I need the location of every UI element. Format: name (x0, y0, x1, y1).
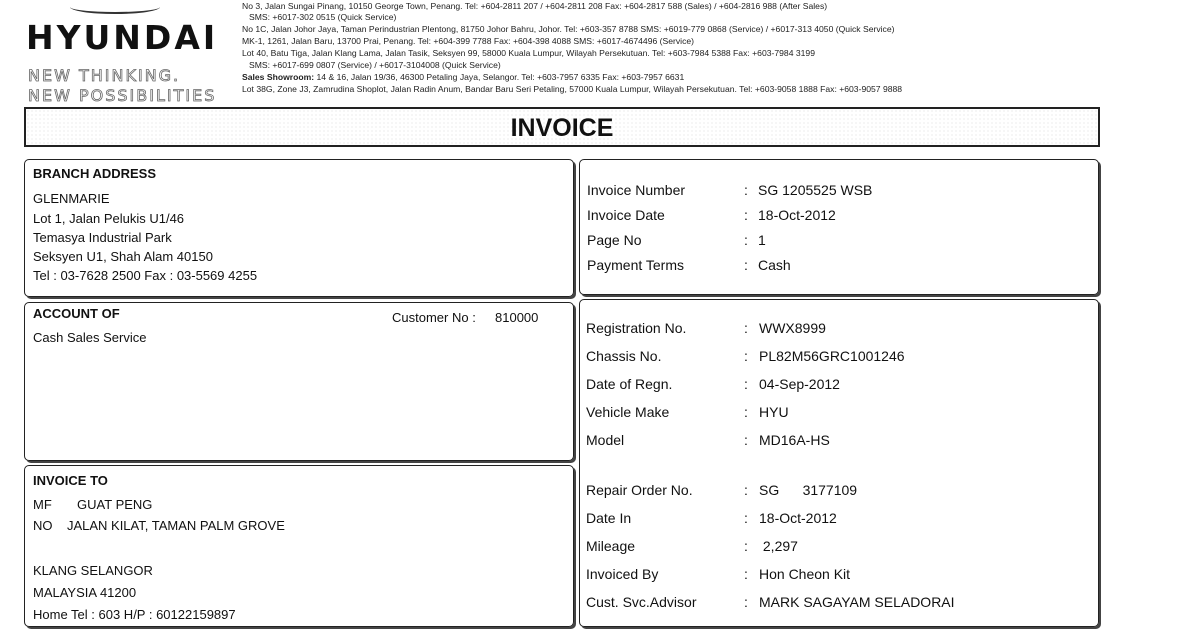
showroom-label: Sales Showroom: (242, 72, 315, 82)
separator: : (744, 376, 748, 392)
branch-line: Temasya Industrial Park (33, 230, 172, 245)
separator: : (744, 538, 748, 554)
cust-svc-advisor-label: Cust. Svc.Advisor (586, 594, 697, 610)
separator: : (744, 594, 748, 610)
separator: : (744, 482, 748, 498)
model-label: Model (586, 432, 625, 448)
model-value: MD16A-HS (759, 432, 830, 448)
page-no-label: Page No (587, 232, 642, 248)
address-line: No 1C, Jalan Johor Jaya, Taman Perindustrian Plentong, 81750 Johor Bahru, Johor. Tel: +603-357 8788 SMS: +6019-779 0868 (Service) / +6017-313 4050 (Quick Service) (242, 24, 895, 34)
address-line: No 3, Jalan Sungai Pinang, 10150 George Town, Penang. Tel: +604-2811 207 / +604-2811 208 Fax: +604-2817 588 (Sales) / +604-2816 988 (After Sales) (242, 1, 828, 11)
separator: : (744, 404, 748, 420)
branch-line: Seksyen U1, Shah Alam 40150 (33, 249, 213, 264)
logo-arc (70, 0, 160, 14)
address-line-showroom (242, 72, 684, 83)
branch-line: GLENMARIE (33, 191, 110, 206)
date-of-regn-label: Date of Regn. (586, 376, 673, 392)
branch-address-box (24, 159, 574, 297)
branch-address-header: BRANCH ADDRESS (33, 166, 157, 181)
invoice-info-box (579, 159, 1099, 295)
address-line: Lot 40, Batu Tiga, Jalan Klang Lama, Jalan Tasik, Seksyen 99, 58000 Kuala Lumpur, Wilayah Persekutuan. Tel: +603-7984 5388 Fax: +603-7984 3199 (242, 48, 815, 58)
customer-no-value: 810000 (495, 310, 539, 325)
separator: : (744, 510, 748, 526)
showroom-address: 14 & 16, Jalan 19/36, 46300 Petaling Jaya, Selangor. Tel: +603-7957 6335 Fax: +603-7957 6631 (314, 72, 685, 82)
separator: : (744, 432, 748, 448)
vehicle-make-value: HYU (759, 404, 789, 420)
address-line: SMS: +6017-699 0807 (Service) / +6017-3104008 (Quick Service) (249, 60, 501, 70)
payment-terms-value: Cash (758, 257, 791, 273)
separator: : (744, 566, 748, 582)
invoice-number-value: SG 1205525 WSB (758, 182, 873, 198)
invoiced-by-label: Invoiced By (586, 566, 659, 582)
date-in-label: Date In (586, 510, 632, 526)
invoice-to-box (24, 465, 574, 627)
vehicle-info-box (579, 299, 1099, 627)
invoice-date-label: Invoice Date (587, 207, 665, 223)
hyundai-logo: HYUNDAI (26, 18, 219, 57)
tagline-line-2: NEW POSSIBILITIES (28, 86, 217, 105)
invoice-to-address: NO JALAN KILAT, TAMAN PALM GROVE (33, 518, 285, 533)
separator: : (744, 207, 748, 223)
mileage-value: 2,297 (759, 538, 798, 554)
page-no-value: 1 (758, 232, 766, 248)
separator: : (744, 320, 748, 336)
date-of-regn-value: 04-Sep-2012 (759, 376, 840, 392)
registration-no-label: Registration No. (586, 320, 687, 336)
chassis-no-value: PL82M56GRC1001246 (759, 348, 905, 364)
account-name: Cash Sales Service (33, 330, 147, 345)
tagline-line-1: NEW THINKING. (28, 66, 181, 85)
cust-svc-advisor-value: MARK SAGAYAM SELADORAI (759, 594, 955, 610)
mileage-label: Mileage (586, 538, 636, 554)
repair-order-no-label: Repair Order No. (586, 482, 693, 498)
chassis-no-label: Chassis No. (586, 348, 662, 364)
invoice-number-label: Invoice Number (587, 182, 686, 198)
branch-line: Lot 1, Jalan Pelukis U1/46 (33, 211, 185, 226)
separator: : (744, 257, 748, 273)
date-in-value: 18-Oct-2012 (759, 510, 837, 526)
separator: : (744, 348, 748, 364)
invoice-to-city: KLANG SELANGOR (33, 563, 153, 578)
invoice-to-header: INVOICE TO (33, 473, 108, 488)
account-of-box (24, 302, 574, 461)
invoice-date-value: 18-Oct-2012 (758, 207, 836, 223)
address-line: Lot 38G, Zone J3, Zamrudina Shoplot, Jalan Radin Anum, Bandar Baru Seri Petaling, 57000 Kuala Lumpur, Wilayah Persekutuan. Tel: +603-9058 1888 Fax: +603-9057 9888 (242, 84, 903, 94)
invoice-to-country: MALAYSIA 41200 (33, 585, 137, 600)
invoice-to-phone: Home Tel : 603 H/P : 60122159897 (33, 607, 236, 622)
invoice-title: INVOICE (24, 107, 1100, 147)
address-line: MK-1, 1261, Jalan Baru, 13700 Prai, Penang. Tel: +604-399 7788 Fax: +604-398 4088 SMS: +6017-4674496 (Service) (242, 36, 695, 46)
branch-phone: Tel : 03-7628 2500 Fax : 03-5569 4255 (33, 268, 258, 283)
separator: : (744, 182, 748, 198)
customer-no-label: Customer No : (392, 310, 476, 325)
invoice-to-name: MF GUAT PENG (33, 497, 153, 512)
separator: : (744, 232, 748, 248)
vehicle-make-label: Vehicle Make (586, 404, 670, 420)
repair-order-no-value: SG 3177109 (759, 482, 858, 498)
registration-no-value: WWX8999 (759, 320, 826, 336)
account-of-header: ACCOUNT OF (33, 306, 120, 321)
invoiced-by-value: Hon Cheon Kit (759, 566, 851, 582)
payment-terms-label: Payment Terms (587, 257, 684, 273)
address-line: SMS: +6017-302 0515 (Quick Service) (249, 12, 397, 22)
